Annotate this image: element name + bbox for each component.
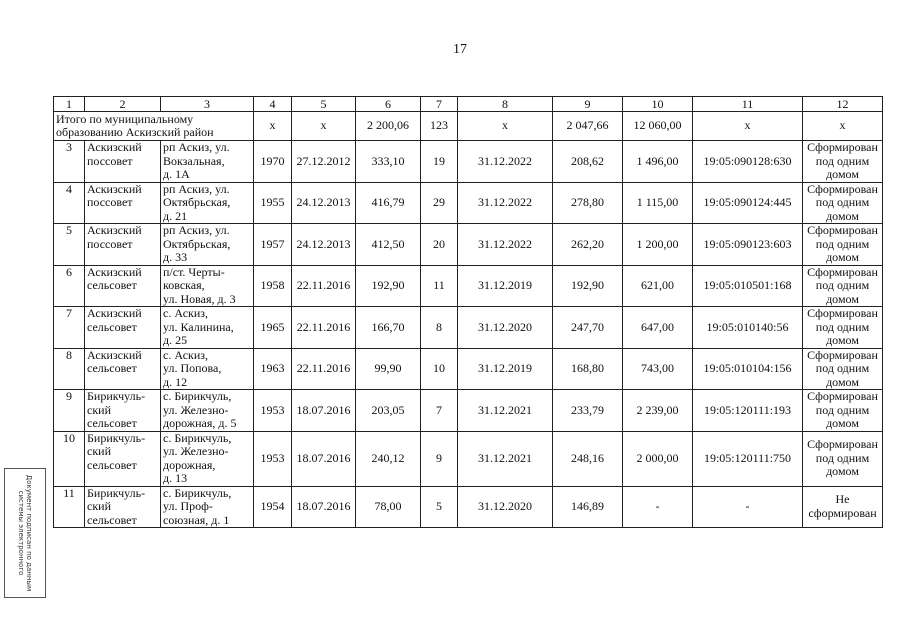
settlement-cell <box>85 390 161 432</box>
cell-line: Не <box>835 492 850 507</box>
cell-line: ул. Новая, д. 3 <box>163 291 236 306</box>
cell-line: Сформирован <box>807 182 878 196</box>
land-cost-cell: 1 496,00 <box>623 141 693 183</box>
deadline-cell: 31.12.2019 <box>458 348 553 390</box>
total-area: 2 200,06 <box>356 112 421 141</box>
header-cell: 2 <box>85 97 161 112</box>
header-cell: 5 <box>292 97 356 112</box>
year-cell: 1955 <box>254 182 292 224</box>
cell-line: ский <box>87 402 111 417</box>
area-cell: 99,90 <box>356 348 421 390</box>
cell-line: Сформирован <box>807 265 878 279</box>
cell-line: дорожная, д. 5 <box>163 416 237 430</box>
header-cell: 1 <box>54 97 85 112</box>
total-row <box>54 112 883 141</box>
cell-line: поссовет <box>87 195 133 209</box>
cell-line: рп Аскиз, ул. <box>163 182 230 196</box>
cell-line: Бирикчуль- <box>87 431 146 445</box>
cell-line: с. Аскиз, <box>163 348 209 362</box>
cell-line: Аскизский <box>87 348 142 362</box>
year-cell: 1965 <box>254 307 292 349</box>
total-label-line: Итого по муниципальному <box>56 111 194 126</box>
header-cell: 12 <box>803 97 883 112</box>
status-cell <box>803 224 883 266</box>
deadline-cell: 31.12.2021 <box>458 390 553 432</box>
cell-line: ский <box>87 444 111 458</box>
cell-line: Сформирован <box>807 306 878 320</box>
land-cost-cell: 1 200,00 <box>623 224 693 266</box>
land-area-cell: 248,16 <box>553 431 623 486</box>
year-cell: 1970 <box>254 141 292 183</box>
land-area-cell: 278,80 <box>553 182 623 224</box>
cell-line: п/ст. Черты- <box>163 265 225 279</box>
cell-line: сельсовет <box>87 361 137 375</box>
cell-line: ул. Попова, <box>163 361 222 375</box>
address-cell <box>161 224 254 266</box>
cell-line: Октябрьская, <box>163 236 231 251</box>
cell-line: д. 33 <box>163 250 188 264</box>
table-row <box>54 141 883 183</box>
area-cell: 192,90 <box>356 265 421 307</box>
date-cell: 18.07.2016 <box>292 390 356 432</box>
cadastral-number-cell: - <box>693 486 803 528</box>
land-cost-cell: 647,00 <box>623 307 693 349</box>
residents-cell: 8 <box>421 307 458 349</box>
total-cell: х <box>254 112 292 141</box>
cell-line: под одним <box>815 153 870 168</box>
cell-line: Бирикчуль- <box>87 486 146 500</box>
land-cost-cell: - <box>623 486 693 528</box>
table-row <box>54 224 883 266</box>
date-cell: 27.12.2012 <box>292 141 356 183</box>
area-cell: 416,79 <box>356 182 421 224</box>
cell-line: под одним <box>815 236 870 251</box>
date-cell: 18.07.2016 <box>292 431 356 486</box>
cell-line: Сформирован <box>807 223 878 237</box>
address-cell <box>161 348 254 390</box>
address-cell <box>161 265 254 307</box>
cell-line: Аскизский <box>87 265 142 279</box>
header-row <box>54 97 883 112</box>
cell-line: сельсовет <box>87 278 137 292</box>
cell-line: Аскизский <box>87 182 142 196</box>
total-residents: 123 <box>421 112 458 141</box>
total-label <box>54 112 254 141</box>
cell-line: домом <box>826 167 859 181</box>
year-cell: 1957 <box>254 224 292 266</box>
total-land-area: 2 047,66 <box>553 112 623 141</box>
cell-line: под одним <box>815 195 870 209</box>
deadline-cell: 31.12.2022 <box>458 224 553 266</box>
deadline-cell: 31.12.2021 <box>458 431 553 486</box>
status-cell <box>803 486 883 528</box>
date-cell: 22.11.2016 <box>292 348 356 390</box>
cell-line: союзная, д. 1 <box>163 512 230 527</box>
cell-line: домом <box>826 333 859 347</box>
area-cell: 166,70 <box>356 307 421 349</box>
year-cell: 1953 <box>254 431 292 486</box>
deadline-cell: 31.12.2020 <box>458 486 553 528</box>
cell-line: под одним <box>815 319 870 334</box>
date-cell: 24.12.2013 <box>292 182 356 224</box>
cell-line: Вокзальная, <box>163 153 225 168</box>
address-cell <box>161 182 254 224</box>
residents-cell: 11 <box>421 265 458 307</box>
address-cell <box>161 141 254 183</box>
cell-line: Сформирован <box>807 389 878 403</box>
row-number: 4 <box>54 182 85 224</box>
header-cell: 8 <box>458 97 553 112</box>
cell-line: Сформирован <box>807 140 878 154</box>
total-cell: х <box>803 112 883 141</box>
cell-line: д. 12 <box>163 374 188 389</box>
cell-line: рп Аскиз, ул. <box>163 140 230 154</box>
total-cell: х <box>458 112 553 141</box>
table-row <box>54 182 883 224</box>
table-row <box>54 265 883 307</box>
cadastral-number-cell: 19:05:090124:445 <box>693 182 803 224</box>
cell-line: д. 21 <box>163 208 188 223</box>
table-row <box>54 390 883 432</box>
residents-cell: 10 <box>421 348 458 390</box>
cell-line: под одним <box>815 361 870 375</box>
status-cell <box>803 390 883 432</box>
residents-cell: 7 <box>421 390 458 432</box>
date-cell: 22.11.2016 <box>292 265 356 307</box>
area-cell: 78,00 <box>356 486 421 528</box>
cell-line: ул. Железно- <box>163 402 229 417</box>
settlement-cell <box>85 182 161 224</box>
cell-line: домом <box>826 374 859 389</box>
cell-line: поссовет <box>87 153 133 168</box>
address-cell <box>161 431 254 486</box>
cell-line: домом <box>826 464 859 479</box>
cell-line: с. Аскиз, <box>163 306 209 320</box>
row-number: 10 <box>54 431 85 486</box>
residents-cell: 29 <box>421 182 458 224</box>
cell-line: домом <box>826 416 859 430</box>
settlement-cell <box>85 486 161 528</box>
address-cell <box>161 307 254 349</box>
year-cell: 1953 <box>254 390 292 432</box>
total-land-cost: 12 060,00 <box>623 112 693 141</box>
cell-line: сельсовет <box>87 457 137 472</box>
land-area-cell: 146,89 <box>553 486 623 528</box>
cadastral-number-cell: 19:05:120111:750 <box>693 431 803 486</box>
cell-line: сельсовет <box>87 512 137 527</box>
cadastral-number-cell: 19:05:090128:630 <box>693 141 803 183</box>
cell-line: с. Бирикчуль, <box>163 389 232 403</box>
cell-line: под одним <box>815 278 870 292</box>
land-area-cell: 247,70 <box>553 307 623 349</box>
residents-cell: 5 <box>421 486 458 528</box>
year-cell: 1958 <box>254 265 292 307</box>
cell-line: д. 25 <box>163 333 188 347</box>
settlement-cell <box>85 265 161 307</box>
area-cell: 203,05 <box>356 390 421 432</box>
table-body <box>54 141 883 528</box>
cell-line: сформирован <box>808 505 877 520</box>
cell-line: ский <box>87 499 111 513</box>
table-row <box>54 486 883 528</box>
total-label-line: образованию Аскизский район <box>56 125 214 139</box>
land-area-cell: 262,20 <box>553 224 623 266</box>
land-cost-cell: 1 115,00 <box>623 182 693 224</box>
row-number: 6 <box>54 265 85 307</box>
settlement-cell <box>85 141 161 183</box>
status-cell <box>803 141 883 183</box>
table-row <box>54 431 883 486</box>
total-cell: х <box>292 112 356 141</box>
header-cell: 10 <box>623 97 693 112</box>
cell-line: под одним <box>815 402 870 417</box>
settlement-cell <box>85 307 161 349</box>
cell-line: ул. Проф- <box>163 499 213 513</box>
deadline-cell: 31.12.2022 <box>458 182 553 224</box>
deadline-cell: 31.12.2019 <box>458 265 553 307</box>
cell-line: поссовет <box>87 236 133 251</box>
header-cell: 11 <box>693 97 803 112</box>
signature-stamp <box>4 468 46 598</box>
land-cost-cell: 2 239,00 <box>623 390 693 432</box>
cell-line: рп Аскиз, ул. <box>163 223 230 237</box>
deadline-cell: 31.12.2022 <box>458 141 553 183</box>
cell-line: ул. Железно- <box>163 444 229 458</box>
header-cell: 6 <box>356 97 421 112</box>
settlement-cell <box>85 224 161 266</box>
cadastral-number-cell: 19:05:090123:603 <box>693 224 803 266</box>
date-cell: 22.11.2016 <box>292 307 356 349</box>
deadline-cell: 31.12.2020 <box>458 307 553 349</box>
header-cell: 9 <box>553 97 623 112</box>
status-cell <box>803 307 883 349</box>
cadastral-number-cell: 19:05:010140:56 <box>693 307 803 349</box>
address-cell <box>161 486 254 528</box>
cadastral-number-cell: 19:05:010501:168 <box>693 265 803 307</box>
cadastral-number-cell: 19:05:010104:156 <box>693 348 803 390</box>
status-cell <box>803 182 883 224</box>
cell-line: ул. Калинина, <box>163 319 234 334</box>
page-number: 17 <box>453 42 467 57</box>
land-area-cell: 192,90 <box>553 265 623 307</box>
row-number: 9 <box>54 390 85 432</box>
land-area-cell: 168,80 <box>553 348 623 390</box>
cell-line: домом <box>826 291 859 306</box>
cell-line: д. 1А <box>163 167 190 181</box>
land-area-cell: 208,62 <box>553 141 623 183</box>
cell-line: Аскизский <box>87 306 142 320</box>
row-number: 11 <box>54 486 85 528</box>
header-cell: 4 <box>254 97 292 112</box>
area-cell: 240,12 <box>356 431 421 486</box>
year-cell: 1963 <box>254 348 292 390</box>
row-number: 8 <box>54 348 85 390</box>
cell-line: дорожная, <box>163 457 216 472</box>
area-cell: 412,50 <box>356 224 421 266</box>
row-number: 5 <box>54 224 85 266</box>
date-cell: 18.07.2016 <box>292 486 356 528</box>
year-cell: 1954 <box>254 486 292 528</box>
cell-line: с. Бирикчуль, <box>163 486 232 500</box>
cell-line: д. 13 <box>163 471 188 485</box>
cell-line: домом <box>826 208 859 223</box>
total-cell: х <box>693 112 803 141</box>
cell-line: Октябрьская, <box>163 195 231 209</box>
cell-line: с. Бирикчуль, <box>163 431 232 445</box>
stamp-line: Документ подписан по данным <box>25 474 33 592</box>
cell-line: Бирикчуль- <box>87 389 146 403</box>
land-cost-cell: 743,00 <box>623 348 693 390</box>
cell-line: под одним <box>815 450 870 465</box>
date-cell: 24.12.2013 <box>292 224 356 266</box>
header-cell: 3 <box>161 97 254 112</box>
cell-line: Аскизский <box>87 223 142 237</box>
row-number: 3 <box>54 141 85 183</box>
address-cell <box>161 390 254 432</box>
table-row <box>54 348 883 390</box>
land-cost-cell: 2 000,00 <box>623 431 693 486</box>
cell-line: сельсовет <box>87 416 137 430</box>
status-cell <box>803 265 883 307</box>
residents-cell: 20 <box>421 224 458 266</box>
register-table <box>53 96 883 528</box>
status-cell <box>803 348 883 390</box>
cell-line: Сформирован <box>807 437 878 452</box>
cell-line: ковская, <box>163 278 205 292</box>
table-row <box>54 307 883 349</box>
cell-line: домом <box>826 250 859 264</box>
residents-cell: 9 <box>421 431 458 486</box>
cell-line: Сформирован <box>807 348 878 362</box>
residents-cell: 19 <box>421 141 458 183</box>
land-area-cell: 233,79 <box>553 390 623 432</box>
cadastral-number-cell: 19:05:120111:193 <box>693 390 803 432</box>
stamp-line: системы электронного <box>17 490 25 576</box>
cell-line: Аскизский <box>87 140 142 154</box>
cell-line: сельсовет <box>87 319 137 334</box>
land-cost-cell: 621,00 <box>623 265 693 307</box>
status-cell <box>803 431 883 486</box>
area-cell: 333,10 <box>356 141 421 183</box>
settlement-cell <box>85 348 161 390</box>
row-number: 7 <box>54 307 85 349</box>
header-cell: 7 <box>421 97 458 112</box>
stamp-text <box>17 471 33 595</box>
settlement-cell <box>85 431 161 486</box>
